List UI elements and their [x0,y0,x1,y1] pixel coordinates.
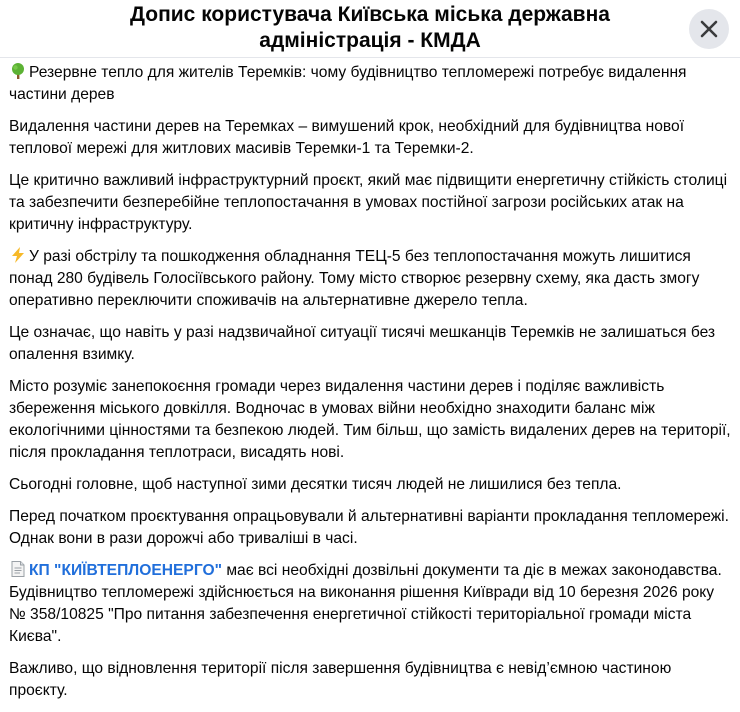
post-paragraph: Сьогодні головне, щоб наступної зими десятки тисяч людей не лишилися без тепла. [9,476,622,493]
close-button[interactable] [689,9,729,49]
post-paragraph: Видалення частини дерев на Теремках – вимушений крок, необхідний для будівництва нової теплової мережі для житлових масивів Теремки-1 та Теремки-2. [9,118,685,157]
post-paragraph: Місто розуміє занепокоєння громади через видалення частини дерев і поділяє важливість збереження міського довкілля. Водночас в умовах війни необхідно знаходити баланс між екологічними цінностями та безпекою людей. Тим більш, що замість видалених дерев на території, після прокладання теплотраси, висадять нові. [9,378,731,461]
post-paragraph [9,560,731,648]
post-text: має всі необхідні дозвільні документи та діє в межах законодавства. Будівництво тепломережі здійснюється на виконання рішення Київради від 10 березня 2026 року № 358/10825 "Про питання забезпечення енергетичної стійкості територіальної громади міста Києва". [9,562,722,645]
post-body [9,62,731,712]
post-text: У разі обстрілу та пошкодження обладнання ТЕЦ-5 без теплопостачання можуть лишитися понад 280 будівель Голосіївського району. Тому місто створює резервну схему, яка дасть змогу оперативно переключити споживачів на альтернативне джерело тепла. [9,248,700,309]
document-icon [9,560,27,578]
post-paragraph [9,62,731,106]
post-paragraph: Це критично важливий інфраструктурний проєкт, який має підвищити енергетичну стійкість столиці та забезпечити безперебійне теплопостачання в умовах постійної загрози російських атак на критичну інфраструктуру. [9,172,728,233]
post-title-text: Резервне тепло для жителів Теремків: чому будівництво тепломережі потребує видалення частини дерев [9,64,687,103]
close-icon [700,20,718,38]
post-paragraph: Це означає, що навіть у разі надзвичайної ситуації тисячі мешканців Теремків не залишаться без опалення взимку. [9,324,716,363]
post-paragraph: Перед початком проєктування опрацьовували й альтернативні варіанти прокладання тепломережі. Однак вони в рази дорожчі або триваліші в часі. [9,508,729,547]
dialog-header [0,0,740,58]
post-paragraph [9,246,731,312]
lightning-icon [9,246,27,264]
tree-icon [9,62,27,80]
org-link[interactable]: КП "КИЇВТЕПЛОЕНЕРГО" [29,562,222,579]
dialog-title: Допис користувача Київська міська державна адміністрація - КМДА [130,3,610,52]
post-paragraph: Важливо, що відновлення території після завершення будівництва є невід’ємною частиною проєкту. [9,660,672,699]
